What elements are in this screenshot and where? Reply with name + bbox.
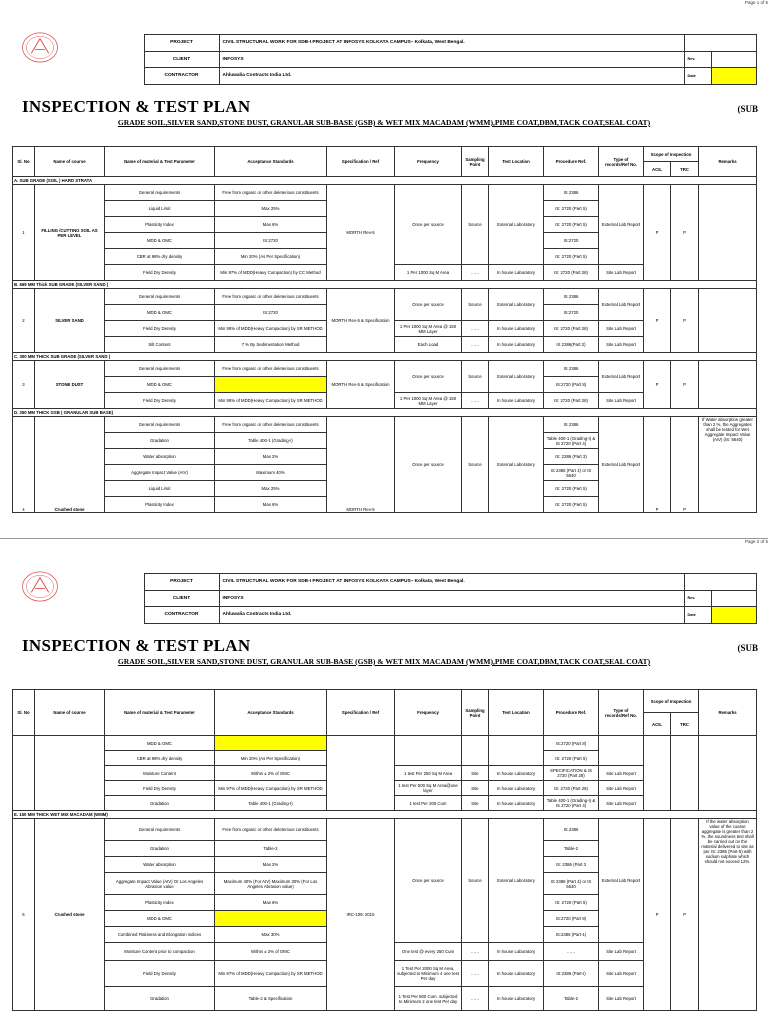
procedure: IS:2386 (Part-I) — [544, 961, 599, 987]
acil: P — [644, 185, 671, 281]
contractor-label: CONTRACTOR — [144, 607, 219, 624]
procedure: IS:2720 — [544, 233, 599, 249]
location: External Laboratory — [489, 361, 544, 393]
rev-label: Rev. — [684, 590, 711, 607]
material: General requirements — [105, 819, 215, 841]
procedure: IS 2386 — [544, 361, 599, 377]
procedure: IS 2386(Part 2) — [544, 337, 599, 353]
records: External Lab Report — [599, 361, 644, 393]
location: In house Laboratory — [489, 961, 544, 987]
location: In house Laboratory — [489, 781, 544, 796]
records: External Lab Report — [599, 289, 644, 321]
acceptance: IS:2720 — [215, 233, 327, 249]
procedure: IS 2386 — [544, 819, 599, 841]
spec: MORTH Rev-5 & Specification — [327, 361, 395, 409]
remarks — [699, 736, 757, 811]
material: MDD & OMC — [105, 305, 215, 321]
procedure: IS: 2720 (Part 28) — [544, 321, 599, 337]
material: CBR at 98% dry density — [105, 249, 215, 265]
itp-table — [12, 689, 757, 1011]
records: Site Lab Report — [599, 796, 644, 811]
procedure: IS 2386 — [544, 185, 599, 201]
col-material: Name of material & Test Parameter — [105, 147, 215, 177]
client-value: INFOSYS — [219, 590, 684, 607]
col-trc: TRC — [671, 162, 699, 177]
col-records: Type of records/Ref No. — [599, 147, 644, 177]
procedure: …… — [544, 943, 599, 961]
material: Combined Flakiness and Elongation indices — [105, 927, 215, 943]
procedure: IS:2720 (Part 8) — [544, 377, 599, 393]
location — [489, 736, 544, 766]
material: Gradation — [105, 796, 215, 811]
sampling: …… — [462, 321, 489, 337]
sl-number — [13, 736, 35, 811]
acceptance: Table-2 & Specification — [215, 987, 327, 1011]
material: Moisture Content — [105, 766, 215, 781]
frequency: 1 test Per 200 Cum — [395, 796, 462, 811]
material: Moisture Content prior to compaction — [105, 943, 215, 961]
material: MDD & OMC — [105, 233, 215, 249]
acceptance: Max 6% — [215, 217, 327, 233]
date-label: Date — [684, 68, 711, 85]
acil — [644, 736, 671, 811]
frequency: 1 test Per 500 Sq M Area@one layer — [395, 781, 462, 796]
client-value: INFOSYS — [219, 51, 684, 68]
title-right: (SUB — [737, 104, 758, 114]
material: Plasticity Index — [105, 497, 215, 513]
date-label: Date — [684, 607, 711, 624]
records: External Lab Report — [599, 185, 644, 265]
acceptance: Min 97% of MDD(Heavy Compaction) by SR METHOD — [215, 781, 327, 796]
sampling: …… — [462, 987, 489, 1011]
frequency — [395, 736, 462, 766]
col-course: Name of course — [35, 690, 105, 736]
section-title: E. 150 MM THICK WET MIX MACADAM (WMM) — [13, 811, 757, 819]
rev-label: Rev. — [684, 51, 711, 68]
procedure: IS 2386 (Part 4) or IS 5640 — [544, 465, 599, 481]
acceptance: Min 95% of MDD(Heavy Compaction) by SR METHOD — [215, 321, 327, 337]
acceptance: Max 25% — [215, 481, 327, 497]
course-name: Crushed stone — [35, 819, 105, 1011]
acceptance: Min 20% (As Per Specification) — [215, 751, 327, 766]
material: MDD & OMC — [105, 911, 215, 927]
location: In house Laboratory — [489, 265, 544, 281]
procedure: IS: 2720 (Part 5) — [544, 481, 599, 497]
course-name: Crushed stone — [35, 417, 105, 513]
col-procedure: Procedure Ref. — [544, 690, 599, 736]
sampling: Source — [462, 417, 489, 513]
col-frequency: Frequency — [395, 147, 462, 177]
title-right: (SUB — [737, 643, 758, 653]
spec: MORTH Rev-5 — [327, 185, 395, 281]
sampling: …… — [462, 265, 489, 281]
material: General requirements — [105, 417, 215, 433]
sampling: Site — [462, 796, 489, 811]
contractor-label: CONTRACTOR — [144, 68, 219, 85]
trc — [671, 736, 699, 811]
trc: P — [671, 185, 699, 281]
location: External Laboratory — [489, 185, 544, 265]
material: Liquid Limit — [105, 481, 215, 497]
acceptance: Within ± 2% of OMC — [215, 943, 327, 961]
frequency: Once per source — [395, 185, 462, 265]
acceptance: Max 6% — [215, 895, 327, 911]
acceptance: Free from organic or other deleterious constituents — [215, 819, 327, 841]
material: General requirements — [105, 185, 215, 201]
material: Liquid Limit — [105, 201, 215, 217]
procedure: IS: 2720 (Part 5) — [544, 201, 599, 217]
procedure: IS: 2720 (Part 5) — [544, 497, 599, 513]
procedure: IS: 2720 (Part 28) — [544, 265, 599, 281]
material: Aggregate Impact Value (AIV) — [105, 465, 215, 481]
sampling: Site — [462, 766, 489, 781]
col-remarks: Remarks — [699, 147, 757, 177]
procedure: IS:2386 (Part-1) — [544, 927, 599, 943]
frequency: One test @ every 250 Cum — [395, 943, 462, 961]
acceptance: Min 97% of MDD(Heavy Compaction) by SR METHOD — [215, 961, 327, 987]
acceptance: Table-2 — [215, 841, 327, 857]
acil: P — [644, 361, 671, 409]
acceptance: Maximum 40% (For AIV) Maximum 30% (For Los Angeles Abrasion value) — [215, 873, 327, 895]
spec: IRC-109: 2015 — [327, 819, 395, 1011]
frequency: 1 Test Per 2000 Sq M Area, subjected to Minimum 4 one test Per day — [395, 961, 462, 987]
acil: P — [644, 417, 671, 513]
section-title: D. 250 MM THICK GSB ( GRANULAR SUB BASE) — [13, 409, 757, 417]
col-material: Name of material & Test Parameter — [105, 690, 215, 736]
project-header-table — [12, 573, 757, 624]
records: External Lab Report — [599, 417, 644, 513]
col-frequency: Frequency — [395, 690, 462, 736]
project-value: CIVIL STRUCTURAL WORK FOR SDB-I PROJECT AT INFOSYS KOLKATA CAMPUS– Kolkata, West Bengal. — [219, 35, 684, 52]
date-value — [711, 68, 756, 85]
sampling: …… — [462, 337, 489, 353]
acceptance: Free from organic or other deleterious constituents — [215, 185, 327, 201]
procedure: Table 400-1 (Grading-I) & IS 2720 (Part 4) — [544, 433, 599, 449]
records: Site Lab Report — [599, 337, 644, 353]
sampling: Site — [462, 781, 489, 796]
frequency: Once per source — [395, 289, 462, 321]
procedure: IS: 2386 (Part 3) — [544, 449, 599, 465]
sampling — [462, 736, 489, 766]
col-acil: ACIL — [644, 713, 671, 736]
acceptance — [215, 736, 327, 751]
rev-value — [711, 590, 756, 607]
procedure: IS 2386 — [544, 289, 599, 305]
material: MDD & OMC — [105, 736, 215, 751]
sampling: Source — [462, 185, 489, 265]
spec — [327, 736, 395, 811]
trc: P — [671, 361, 699, 409]
page-number: Page 1 of 5 — [744, 0, 768, 5]
acceptance — [215, 911, 327, 927]
trc: P — [671, 819, 699, 1011]
date-value — [711, 607, 756, 624]
location: External Laboratory — [489, 289, 544, 321]
sampling: Source — [462, 361, 489, 393]
section-title: A. SUB GRADE (SOIL ) HARD STRATA — [13, 177, 757, 185]
material: Field Dry Density — [105, 321, 215, 337]
procedure: IS:2720 (Part 8) — [544, 736, 599, 751]
col-records: Type of records/Ref No. — [599, 690, 644, 736]
acceptance: Max 2% — [215, 449, 327, 465]
acceptance: Free from organic or other deleterious constituents — [215, 289, 327, 305]
procedure: IS: 2720 (Part 28) — [544, 781, 599, 796]
procedure: IS: 2720 (Part 5) — [544, 249, 599, 265]
sampling: …… — [462, 393, 489, 409]
location: In house Laboratory — [489, 796, 544, 811]
acceptance: Min 20% (As Per Specification) — [215, 249, 327, 265]
material: Field Dry Density — [105, 961, 215, 987]
client-label: CLIENT — [144, 51, 219, 68]
col-sl: Sl. No — [13, 690, 35, 736]
records — [599, 736, 644, 766]
col-spec: Specification / Ref — [327, 690, 395, 736]
col-sl: Sl. No — [13, 147, 35, 177]
material: Aggregate Impact Value (AIV) Or Los Angeles Abrasion value — [105, 873, 215, 895]
procedure: IS:2720 — [544, 305, 599, 321]
col-scope: Scope of Inspection — [644, 147, 699, 162]
trc: P — [671, 417, 699, 513]
project-header-table — [12, 34, 757, 85]
procedure: IS 2386 (Part 4) or IS 5640 — [544, 873, 599, 895]
material: General requirements — [105, 361, 215, 377]
material: Water absorption — [105, 449, 215, 465]
sl-number: 5 — [13, 819, 35, 1011]
procedure: Table-2 — [544, 841, 599, 857]
acceptance: Min 95% of MDD(Heavy Compaction) by SR METHOD — [215, 393, 327, 409]
acceptance: Min 97% of MDD(Heavy Compaction) by CC Method — [215, 265, 327, 281]
acceptance: Max 30% — [215, 927, 327, 943]
col-scope: Scope of Inspection — [644, 690, 699, 713]
col-remarks: Remarks — [699, 690, 757, 736]
sampling: …… — [462, 943, 489, 961]
contractor-value: Ahluwalia Contracts India Ltd. — [219, 68, 684, 85]
remarks — [699, 185, 757, 281]
acceptance: Free from organic or other deleterious constituents — [215, 417, 327, 433]
procedure: IS: 2720 (Part 5) — [544, 751, 599, 766]
rev-value — [711, 51, 756, 68]
location: In house Laboratory — [489, 943, 544, 961]
acceptance: Max 25% — [215, 201, 327, 217]
records: Site Lab Report — [599, 265, 644, 281]
material: Plasticity Index — [105, 895, 215, 911]
location: In house Laboratory — [489, 393, 544, 409]
records: Site Lab Report — [599, 781, 644, 796]
document-subtitle: GRADE SOIL,SILVER SAND,STONE DUST, GRANULAR SUB-BASE (GSB) & WET MIX MACADAM (WMM),PIME COAT,DBM,TACK COAT,SEAL COAT) — [117, 657, 651, 666]
col-sampling: Sampling Point — [462, 690, 489, 736]
material: Field Dry Density — [105, 393, 215, 409]
location: External Laboratory — [489, 417, 544, 513]
frequency: 1 Test Per 500 Cum. subjected to Minimum 2 one test Per day — [395, 987, 462, 1011]
frequency: Each Load — [395, 337, 462, 353]
material: Gradation — [105, 987, 215, 1011]
location: In house Laboratory — [489, 321, 544, 337]
frequency: 1 Per 1000 Sq M Area @ 150 MM Layer — [395, 321, 462, 337]
acceptance: Table 400-1 (Grading-I) — [215, 796, 327, 811]
location: External Laboratory — [489, 819, 544, 943]
procedure: Table 400-1 (Grading-I) & IS 2720 (Part 4) — [544, 796, 599, 811]
material: CBR at 98% dry density — [105, 751, 215, 766]
records: Site Lab Report — [599, 393, 644, 409]
section-title: C. 300 MM THICK SUB GRADE (SILVER SAND ) — [13, 353, 757, 361]
frequency: Once per source — [395, 819, 462, 943]
page-2 — [0, 538, 768, 1025]
sl-number: 2 — [13, 289, 35, 353]
spec: MORTH Rev-5 & Specification — [327, 289, 395, 353]
procedure: SPECIFICATION & IS 2720 (Part 28) — [544, 766, 599, 781]
page-number: Page 2 of 5 — [744, 539, 768, 544]
trc: P — [671, 289, 699, 353]
procedure: IS:2720 (Part 8) — [544, 911, 599, 927]
spec: MORTH Rev-5 — [327, 417, 395, 513]
section-title: B. 669 MM Thick SUB GRADE (SILVER SAND ) — [13, 281, 757, 289]
material: General requirements — [105, 289, 215, 305]
records: Site Lab Report — [599, 987, 644, 1011]
records: Site Lab Report — [599, 766, 644, 781]
records: Site Lab Report — [599, 961, 644, 987]
records: Site Lab Report — [599, 321, 644, 337]
course-name: SILVER SAND — [35, 289, 105, 353]
location: In house Laboratory — [489, 337, 544, 353]
col-location: Test Location — [489, 147, 544, 177]
remarks — [699, 289, 757, 353]
location: In house Laboratory — [489, 987, 544, 1011]
col-location: Test Location — [489, 690, 544, 736]
sampling: …… — [462, 961, 489, 987]
sampling: Source — [462, 289, 489, 321]
acceptance: 7 % By Sedimentation Method — [215, 337, 327, 353]
material: Gradation — [105, 841, 215, 857]
frequency: Once per source — [395, 361, 462, 393]
material: Gradation — [105, 433, 215, 449]
material: Plasticity Index — [105, 217, 215, 233]
contractor-value: Ahluwalia Contracts India Ltd. — [219, 607, 684, 624]
remarks — [699, 361, 757, 409]
acceptance: Maximum 40% — [215, 465, 327, 481]
itp-table — [12, 146, 757, 513]
acceptance: Max 6% — [215, 497, 327, 513]
client-label: CLIENT — [144, 590, 219, 607]
col-course: Name of course — [35, 147, 105, 177]
remarks: If Water absorption greater than 2 %, the Aggregates shall be tested for Wet Aggregate Impact Value (AIV) (IS: 5640) — [699, 417, 757, 513]
project-label: PROJECT — [144, 35, 219, 52]
col-acceptance: Acceptance Standards — [215, 690, 327, 736]
col-spec: Specification / Ref — [327, 147, 395, 177]
col-procedure: Procedure Ref. — [544, 147, 599, 177]
document-subtitle: GRADE SOIL,SILVER SAND,STONE DUST, GRANULAR SUB-BASE (GSB) & WET MIX MACADAM (WMM),PIME COAT,DBM,TACK COAT,SEAL COAT) — [117, 118, 651, 127]
sl-number: 3 — [13, 361, 35, 409]
document-title: INSPECTION & TEST PLAN — [22, 636, 251, 655]
project-value: CIVIL STRUCTURAL WORK FOR SDB-I PROJECT AT INFOSYS KOLKATA CAMPUS– Kolkata, West Bengal. — [219, 574, 684, 591]
material: MDD & OMC — [105, 377, 215, 393]
sl-number: 1 — [13, 185, 35, 281]
acceptance: Free from organic or other deleterious constituents — [215, 361, 327, 377]
material: Water absorption — [105, 857, 215, 873]
procedure: Table-2 — [544, 987, 599, 1011]
acceptance: Max 2% — [215, 857, 327, 873]
col-trc: TRC — [671, 713, 699, 736]
material: Field Dry Density — [105, 781, 215, 796]
material: Field Dry Density — [105, 265, 215, 281]
records: Site Lab Report — [599, 943, 644, 961]
remarks: If the water absorption value of the coarse aggregate is greater than 2 %, the soundness test shall be carried out on the material delivered to site as per IS: 2386 (Part-5) with sodium sulphate which should not exceed 12%. — [699, 819, 757, 1011]
material: Silt Content — [105, 337, 215, 353]
col-acceptance: Acceptance Standards — [215, 147, 327, 177]
procedure: IS: 2720 (Part 5) — [544, 895, 599, 911]
acceptance: Within ± 2% of OMC — [215, 766, 327, 781]
frequency: Once per source — [395, 417, 462, 513]
course-name — [35, 736, 105, 811]
col-sampling: Sampling Point — [462, 147, 489, 177]
procedure: IS 2386 — [544, 417, 599, 433]
sl-number: 4 — [13, 417, 35, 513]
procedure: IS: 2720 (Part 5) — [544, 217, 599, 233]
acceptance — [215, 377, 327, 393]
records: External Lab Report — [599, 819, 644, 943]
frequency: 1 Per 1000 Sq M Area @ 150 MM Layer — [395, 393, 462, 409]
acceptance: Table 400-1 (Grading-I) — [215, 433, 327, 449]
project-label: PROJECT — [144, 574, 219, 591]
procedure: IS: 2720 (Part 28) — [544, 393, 599, 409]
course-name: FILLING /CUTTING SOIL AS PER LEVEL — [35, 185, 105, 281]
course-name: STONE DUST — [35, 361, 105, 409]
document-title: INSPECTION & TEST PLAN — [22, 97, 251, 116]
frequency: 1 test Per 250 Sq M Area — [395, 766, 462, 781]
frequency: 1 Per 1000 Sq M Area — [395, 265, 462, 281]
acil: P — [644, 289, 671, 353]
acil: P — [644, 819, 671, 1011]
sampling: Source — [462, 819, 489, 943]
acceptance: IS:2720 — [215, 305, 327, 321]
procedure: IS: 2386 (Part 3 — [544, 857, 599, 873]
col-acil: ACIL — [644, 162, 671, 177]
location: In house Laboratory — [489, 766, 544, 781]
